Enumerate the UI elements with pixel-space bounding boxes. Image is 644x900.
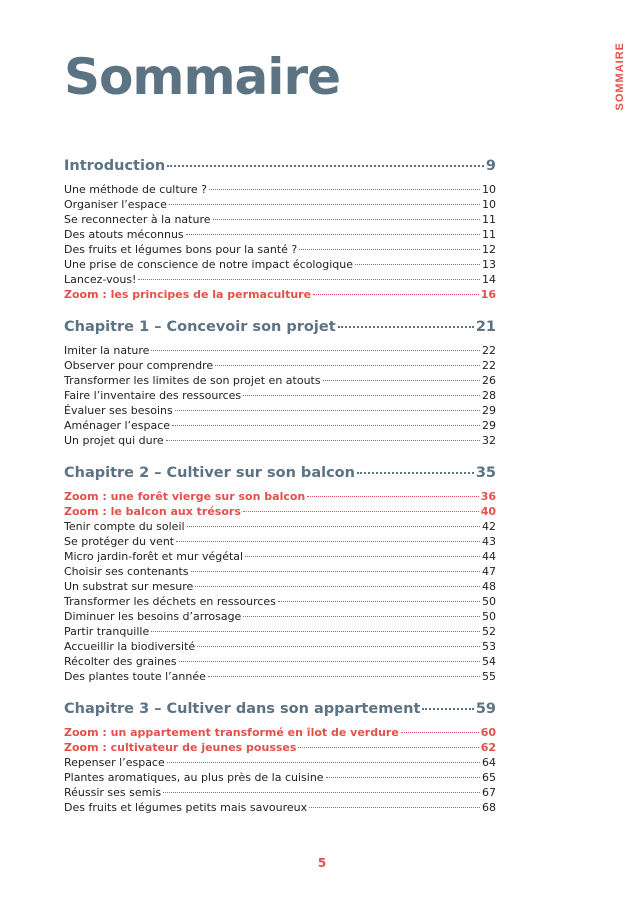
- toc-entry-label: Un substrat sur mesure: [64, 580, 194, 593]
- toc-entry-label: Se reconnecter à la nature: [64, 213, 211, 226]
- toc-entry[interactable]: [64, 182, 496, 197]
- dot-leader: [357, 472, 474, 474]
- toc-entry-label: Une prise de conscience de notre impact écologique: [64, 258, 353, 271]
- toc-entry-page: 64: [482, 756, 496, 769]
- dot-leader: [191, 571, 480, 572]
- dot-leader: [176, 541, 480, 542]
- toc-entry-page: 68: [482, 801, 496, 814]
- toc-entry-page: 48: [482, 580, 496, 593]
- toc-entry-page: 10: [482, 183, 496, 196]
- toc-entry-label: Organiser l’espace: [64, 198, 167, 211]
- dot-leader: [172, 425, 480, 426]
- toc-entry[interactable]: [64, 403, 496, 418]
- zoom-entry-page: 36: [480, 490, 496, 503]
- toc-entry-label: Des fruits et légumes bons pour la santé ?: [64, 243, 298, 256]
- toc-entry[interactable]: [64, 609, 496, 624]
- toc-entry-page: 52: [482, 625, 496, 638]
- toc-entry-page: 54: [482, 655, 496, 668]
- toc-entry[interactable]: [64, 534, 496, 549]
- dot-leader: [186, 234, 480, 235]
- zoom-entry-page: 16: [480, 288, 496, 301]
- zoom-entry-page: 62: [480, 741, 496, 754]
- zoom-entry[interactable]: [64, 740, 496, 755]
- dot-leader: [323, 380, 480, 381]
- dot-leader: [326, 777, 480, 778]
- dot-leader: [167, 762, 480, 763]
- toc-entry-page: 55: [482, 670, 496, 683]
- zoom-entry-page: 40: [480, 505, 496, 518]
- toc-entry[interactable]: [64, 242, 496, 257]
- toc-entry-page: 47: [482, 565, 496, 578]
- chapter-heading-label: Chapitre 2 – Cultiver sur son balcon: [64, 465, 355, 481]
- dot-leader: [179, 661, 480, 662]
- toc-entry-label: Faire l’inventaire des ressources: [64, 389, 242, 402]
- dot-leader: [355, 264, 480, 265]
- toc-entry[interactable]: [64, 639, 496, 654]
- dot-leader: [401, 732, 479, 733]
- toc-entry-label: Imiter la nature: [64, 344, 150, 357]
- toc-section: [64, 155, 496, 302]
- toc-entry-page: 12: [482, 243, 496, 256]
- toc-entry-page: 26: [482, 374, 496, 387]
- table-of-contents: [64, 155, 496, 829]
- zoom-entry[interactable]: [64, 725, 496, 740]
- chapter-heading-label: Introduction: [64, 158, 166, 174]
- toc-entry-label: Évaluer ses besoins: [64, 404, 173, 417]
- toc-entry-page: 53: [482, 640, 496, 653]
- toc-entry-page: 14: [482, 273, 496, 286]
- toc-entry[interactable]: [64, 669, 496, 684]
- toc-entry-page: 10: [482, 198, 496, 211]
- toc-entry-label: Réussir ses semis: [64, 786, 162, 799]
- chapter-heading[interactable]: [64, 316, 496, 338]
- dot-leader: [422, 708, 473, 710]
- toc-entry-label: Un projet qui dure: [64, 434, 164, 447]
- toc-entry[interactable]: [64, 785, 496, 800]
- zoom-entry-label: Zoom : une forêt vierge sur son balcon: [64, 490, 306, 503]
- toc-entry[interactable]: [64, 343, 496, 358]
- dot-leader: [138, 279, 480, 280]
- dot-leader: [243, 616, 480, 617]
- dot-leader: [245, 556, 480, 557]
- toc-section: [64, 316, 496, 448]
- zoom-entry[interactable]: [64, 504, 496, 519]
- toc-entry-label: Transformer les déchets en ressources: [64, 595, 276, 608]
- dot-leader: [313, 294, 479, 295]
- chapter-heading-page: 59: [475, 701, 496, 717]
- toc-entry-label: Des plantes toute l’année: [64, 670, 206, 683]
- dot-leader: [278, 601, 480, 602]
- toc-entry[interactable]: [64, 624, 496, 639]
- toc-entry-label: Des fruits et légumes petits mais savoureux: [64, 801, 308, 814]
- dot-leader: [299, 249, 480, 250]
- zoom-entry[interactable]: [64, 287, 496, 302]
- toc-entry[interactable]: [64, 257, 496, 272]
- zoom-entry-label: Zoom : un appartement transformé en îlot de verdure: [64, 726, 399, 739]
- dot-leader: [209, 189, 480, 190]
- toc-entry-label: Récolter des graines: [64, 655, 177, 668]
- toc-entry-label: Tenir compte du soleil: [64, 520, 185, 533]
- toc-entry-label: Plantes aromatiques, au plus près de la cuisine: [64, 771, 324, 784]
- dot-leader: [169, 204, 480, 205]
- dot-leader: [163, 792, 480, 793]
- dot-leader: [243, 395, 480, 396]
- toc-entry[interactable]: [64, 549, 496, 564]
- toc-entry-page: 32: [482, 434, 496, 447]
- dot-leader: [197, 646, 480, 647]
- toc-entry-page: 43: [482, 535, 496, 548]
- dot-leader: [309, 807, 480, 808]
- dot-leader: [338, 326, 474, 328]
- toc-entry[interactable]: [64, 564, 496, 579]
- dot-leader: [175, 410, 480, 411]
- dot-leader: [298, 747, 478, 748]
- toc-entry[interactable]: [64, 519, 496, 534]
- toc-entry-page: 65: [482, 771, 496, 784]
- toc-entry[interactable]: [64, 212, 496, 227]
- toc-entry-page: 29: [482, 419, 496, 432]
- toc-section: [64, 698, 496, 815]
- toc-entry[interactable]: [64, 227, 496, 242]
- chapter-heading[interactable]: [64, 462, 496, 484]
- toc-entry-page: 50: [482, 595, 496, 608]
- side-tab-label: SOMMAIRE: [614, 42, 626, 111]
- toc-section: [64, 462, 496, 684]
- zoom-entry-label: Zoom : cultivateur de jeunes pousses: [64, 741, 297, 754]
- page-title: Sommaire: [64, 48, 341, 106]
- toc-entry-page: 11: [482, 213, 496, 226]
- chapter-heading-label: Chapitre 1 – Concevoir son projet: [64, 319, 336, 335]
- toc-entry[interactable]: [64, 358, 496, 373]
- chapter-heading-page: 21: [475, 319, 496, 335]
- toc-entry-page: 22: [482, 344, 496, 357]
- zoom-entry-label: Zoom : les principes de la permaculture: [64, 288, 312, 301]
- toc-entry-page: 28: [482, 389, 496, 402]
- toc-entry-label: Accueillir la biodiversité: [64, 640, 196, 653]
- toc-entry[interactable]: [64, 433, 496, 448]
- toc-entry-label: Des atouts méconnus: [64, 228, 184, 241]
- toc-entry-label: Diminuer les besoins d’arrosage: [64, 610, 242, 623]
- toc-entry-page: 11: [482, 228, 496, 241]
- page-number: 5: [317, 856, 327, 870]
- toc-entry-label: Se protéger du vent: [64, 535, 175, 548]
- toc-entry-label: Choisir ses contenants: [64, 565, 189, 578]
- toc-entry[interactable]: [64, 418, 496, 433]
- toc-entry[interactable]: [64, 272, 496, 287]
- chapter-heading-page: 35: [475, 465, 496, 481]
- dot-leader: [307, 496, 478, 497]
- dot-leader: [167, 165, 484, 167]
- dot-leader: [215, 365, 480, 366]
- toc-entry-page: 22: [482, 359, 496, 372]
- toc-entry-page: 50: [482, 610, 496, 623]
- toc-entry-label: Micro jardin-forêt et mur végétal: [64, 550, 244, 563]
- toc-entry[interactable]: [64, 388, 496, 403]
- dot-leader: [195, 586, 480, 587]
- toc-entry[interactable]: [64, 197, 496, 212]
- dot-leader: [151, 350, 480, 351]
- chapter-heading-page: 9: [485, 158, 496, 174]
- dot-leader: [151, 631, 480, 632]
- dot-leader: [213, 219, 480, 220]
- dot-leader: [187, 526, 480, 527]
- toc-entry-label: Transformer les limites de son projet en atouts: [64, 374, 321, 387]
- zoom-entry[interactable]: [64, 489, 496, 504]
- toc-entry[interactable]: [64, 594, 496, 609]
- toc-entry-page: 13: [482, 258, 496, 271]
- toc-entry-page: 42: [482, 520, 496, 533]
- zoom-entry-label: Zoom : le balcon aux trésors: [64, 505, 241, 518]
- dot-leader: [166, 440, 480, 441]
- toc-entry-page: 29: [482, 404, 496, 417]
- toc-entry-page: 44: [482, 550, 496, 563]
- zoom-entry-page: 60: [480, 726, 496, 739]
- toc-entry-label: Repenser l’espace: [64, 756, 165, 769]
- toc-entry[interactable]: [64, 654, 496, 669]
- toc-entry[interactable]: [64, 373, 496, 388]
- toc-entry[interactable]: [64, 800, 496, 815]
- toc-entry-label: Partir tranquille: [64, 625, 150, 638]
- chapter-heading[interactable]: [64, 155, 496, 177]
- toc-entry-label: Observer pour comprendre: [64, 359, 214, 372]
- toc-entry[interactable]: [64, 770, 496, 785]
- chapter-heading-label: Chapitre 3 – Cultiver dans son appartement: [64, 701, 421, 717]
- dot-leader: [208, 676, 480, 677]
- dot-leader: [243, 511, 479, 512]
- toc-entry[interactable]: [64, 579, 496, 594]
- toc-entry-page: 67: [482, 786, 496, 799]
- toc-entry-label: Aménager l’espace: [64, 419, 171, 432]
- toc-entry-label: Une méthode de culture ?: [64, 183, 208, 196]
- chapter-heading[interactable]: [64, 698, 496, 720]
- toc-entry-label: Lancez-vous!: [64, 273, 137, 286]
- toc-entry[interactable]: [64, 755, 496, 770]
